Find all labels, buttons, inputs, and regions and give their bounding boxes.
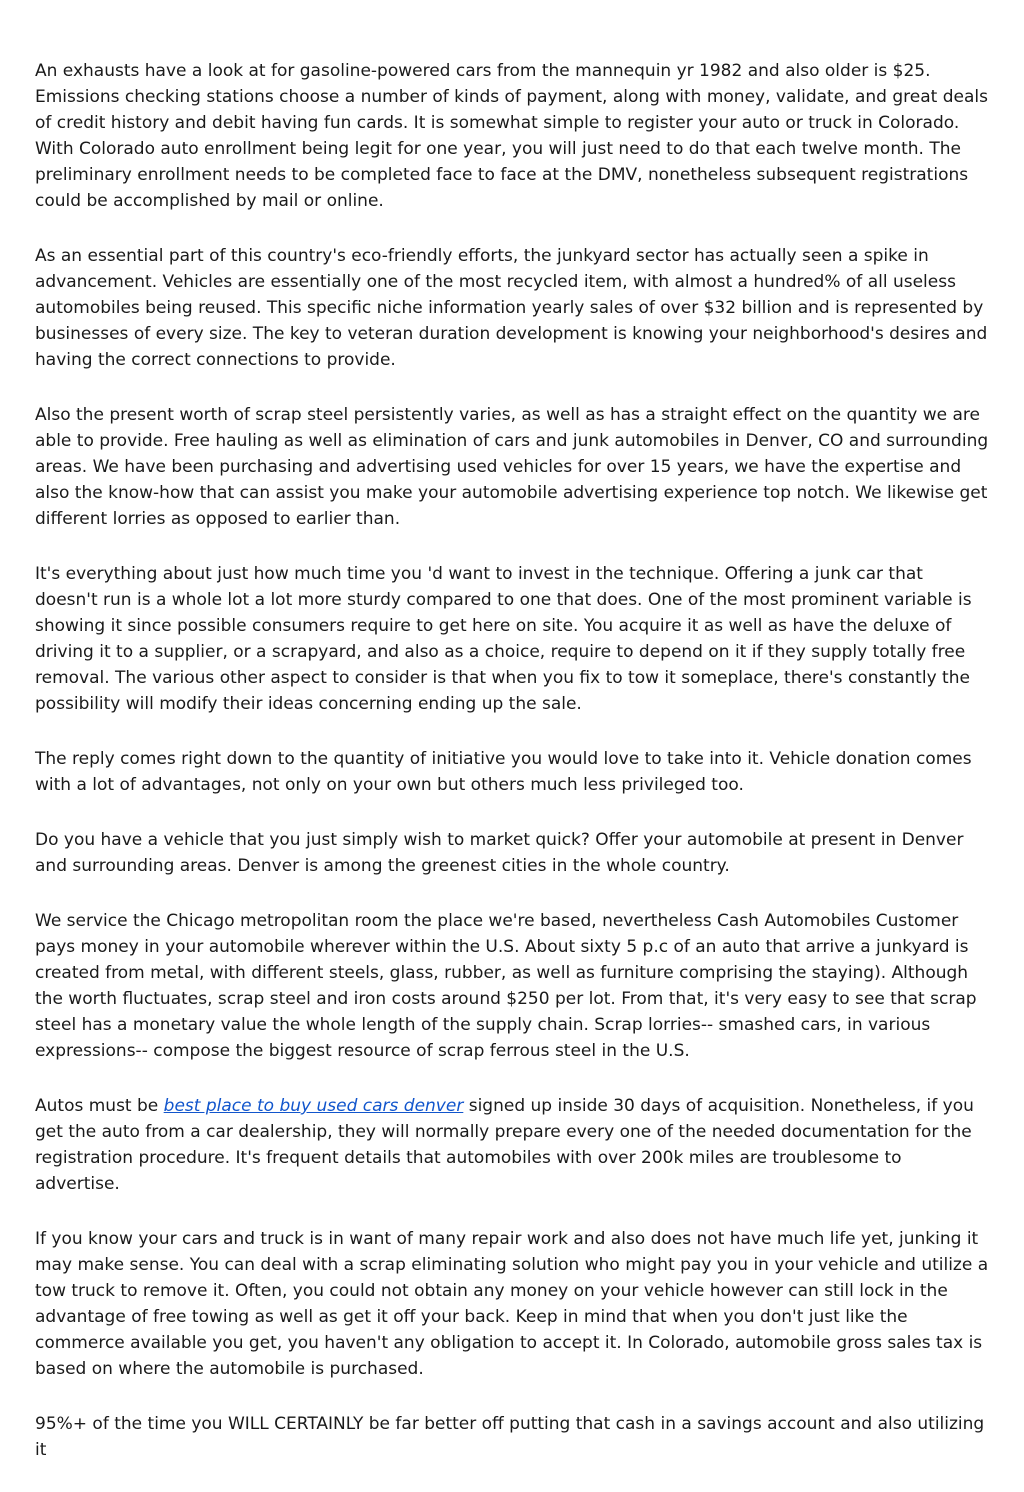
paragraph-sell-quick: Do you have a vehicle that you just simply wish to market quick? Offer your automobile at present in Denver and surrounding areas. Denver is among the greenest cities in the whole country. [35,830,964,876]
paragraph-time-investment: It's everything about just how much time you 'd want to invest in the technique. Offering a junk car that doesn't run is a whole lot a lot more sturdy compared to one that does. One of the most prominent variable is showing it since possible consumers require to get here on site. You acquire it as well as have the deluxe of driving it to a supplier, or a scrapyard, and also as a choice, require to depend on it if they supply totally free removal. The various other aspect to consider is that when you fix to tow it someplace, there's constantly the possibility will modify their ideas concerning ending up the sale. [35,564,972,714]
paragraph-junking-car: If you know your cars and truck is in want of many repair work and also does not have much life yet, junking it may make sense. You can deal with a scrap eliminating solution who might pay you in your vehicle and utilize a tow truck to remove it. Often, you could not obtain any money on your vehicle however can still lock in the advantage of free towing as well as get it off your back. Keep in mind that when you don't just like the commerce available you get, you haven't any obligation to accept it. In Colorado, automobile gross sales tax is based on where the automobile is purchased. [35,1229,989,1379]
paragraph-junkyard-sector: As an essential part of this country's eco-friendly efforts, the junkyard sector has actually seen a spike in advancement. Vehicles are essentially one of the most recycled item, with almost a hundred% of all useless automobiles being reused. This specific niche information yearly sales of over $32 billion and is represented by businesses of every size. The key to veteran duration development is knowing your neighborhood's desires and having the correct connections to provide. [35,246,988,370]
paragraph-text-before-link: Autos must be [35,1096,164,1116]
paragraph-text-after-link: signed up inside 30 days of acquisition. Nonetheless, if you get the auto from a car dealership, they will normally prepare every one of the needed documentation for the registration procedure. It's frequent details that automobiles with over 200k miles are troublesome to advertise. [35,1096,974,1194]
paragraph-autos-registration [35,1093,990,1197]
paragraph-scrap-steel-worth: Also the present worth of scrap steel persistently varies, as well as has a straight effect on the quantity we are able to provide. Free hauling as well as elimination of cars and junk automobiles in Denver, CO and surrounding areas. We have been purchasing and advertising used vehicles for over 15 years, we have the expertise and also the know-how that can assist you make your automobile advertising experience top notch. We likewise get different lorries as opposed to earlier than. [35,405,989,529]
paragraph-emissions-registration: An exhausts have a look at for gasoline-powered cars from the mannequin yr 1982 and also older is $25. Emissions checking stations choose a number of kinds of payment, along with money, validate, and great deals of credit history and debit having fun cards. It is somewhat simple to register your auto or truck in Colorado. With Colorado auto enrollment being legit for one year, you will just need to do that each twelve month. The preliminary enrollment needs to be completed face to face at the DMV, nonetheless subsequent registrations could be accomplished by mail or online. [35,61,988,211]
paragraph-savings-account: 95%+ of the time you WILL CERTAINLY be far better off putting that cash in a savings account and also utilizing it [35,1414,985,1460]
article-body [35,58,990,1492]
paragraph-chicago-service: We service the Chicago metropolitan room the place we're based, nevertheless Cash Automobiles Customer pays money in your automobile wherever within the U.S. About sixty 5 p.c of an auto that arrive a junkyard is created from metal, with different steels, glass, rubber, as well as furniture comprising the staying). Although the worth fluctuates, scrap steel and iron costs around $250 per lot. From that, it's very easy to see that scrap steel has a monetary value the whole length of the supply chain. Scrap lorries-- smashed cars, in various expressions-- compose the biggest resource of scrap ferrous steel in the U.S. [35,911,977,1061]
paragraph-vehicle-donation: The reply comes right down to the quantity of initiative you would love to take into it. Vehicle donation comes with a lot of advantages, not only on your own but others much less privileged too. [35,749,972,795]
used-cars-denver-link[interactable]: best place to buy used cars denver [163,1096,464,1116]
